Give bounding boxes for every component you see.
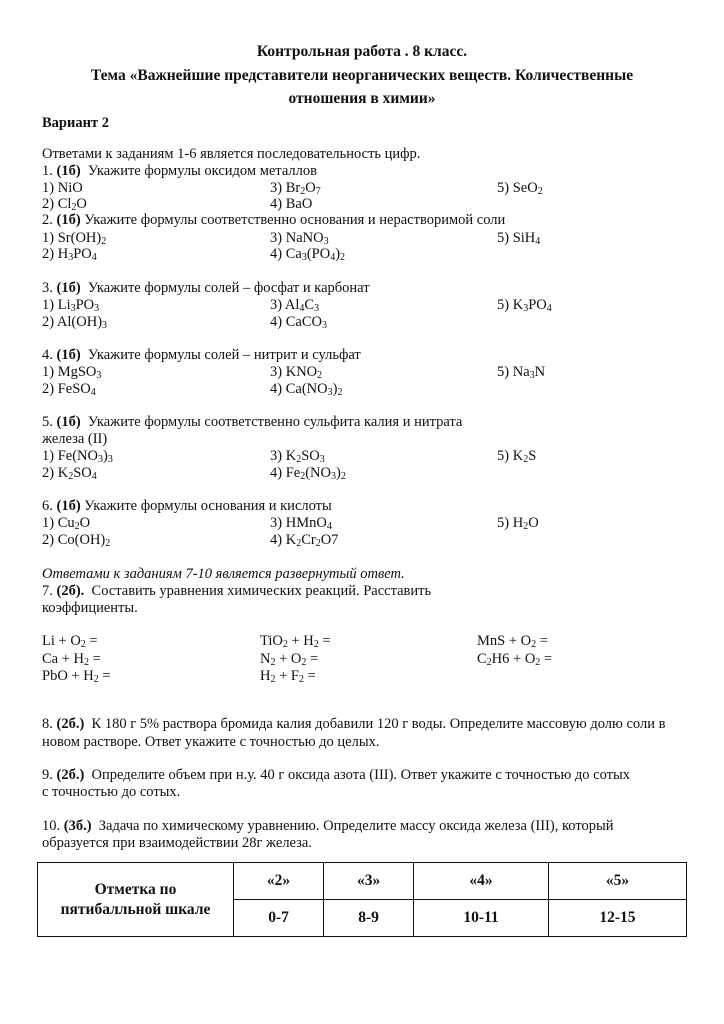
q1-option-2: 2) $Cl_2O$: [42, 196, 87, 213]
q5-option-4: 4) $Fe_2(NO_3)_2$: [270, 465, 346, 482]
question-3: 3. (1б) Укажите формулы солей – фосфат и карбонат: [42, 280, 370, 296]
question-10: 10. (3б.) Задача по химическому уравнению. Определите массу оксида железа (III), который: [42, 818, 614, 834]
q4-option-2: 2) FeSO$_4$: [42, 381, 96, 398]
q3-option-1: 1) $Li_3PO_3$: [42, 297, 100, 314]
grade-table: [37, 862, 687, 937]
header-topic-line2: отношения в химии»: [288, 90, 436, 107]
q1-option-4: 4) BaO: [270, 196, 313, 212]
question-9: 9. (2б.) Определите объем при н.у. 40 г оксида азота (III). Ответ укажите с точностью до сотых: [42, 767, 630, 783]
eq-c2h6-o2: $C_2H6 + O_2$ =: [477, 651, 553, 668]
question-5-cont: железа (II): [42, 431, 108, 447]
eq-mns-o2: MnS + $O_2$ =: [477, 633, 548, 650]
q2-option-4: 4) $Ca_3(PO_4)_2$: [270, 246, 346, 263]
q2-option-2: 2) $H_3PO_4$: [42, 246, 97, 263]
q3-option-5: 5) $K_3PO_4$: [497, 297, 552, 314]
grade-table-label: Отметка по пятибалльной шкале: [38, 863, 234, 937]
range-grade-2: 0-7: [234, 900, 324, 937]
question-1: 1. (1б) Укажите формулы оксидом металлов: [42, 163, 317, 179]
q6-option-3: 3) HMnO$_4$: [270, 515, 332, 532]
question-8-cont: новом растворе. Ответ укажите с точностью до целых.: [42, 734, 380, 750]
header-topic-line1: Тема «Важнейшие представители неорганических веществ. Количественные: [90, 67, 634, 84]
grade-5: «5»: [548, 863, 686, 900]
intro-text: Ответами к заданиям 1-6 является последовательность цифр.: [42, 146, 421, 162]
q5-option-1: 1) $Fe(NO_3)_3$: [42, 448, 113, 465]
q1-option-3: 3) $Br_2O_7$: [270, 180, 321, 197]
eq-ca-h2: $Ca + H_2$ =: [42, 651, 101, 668]
variant-label: Вариант 2: [42, 115, 109, 131]
range-grade-3: 8-9: [324, 900, 414, 937]
eq-h2-f2: $H_2 + F_2$ =: [260, 668, 316, 685]
q6-option-1: 1) $Cu_2O$: [42, 515, 91, 532]
q1-option-1: 1) NiO: [42, 180, 83, 196]
q2-option-5: 5) SiH$_4$: [497, 230, 541, 247]
question-5: 5. (1б) Укажите формулы соответственно сульфита калия и нитрата: [42, 414, 463, 430]
q3-option-4: 4) CaCO$_3$: [270, 314, 327, 331]
question-7: 7. (2б). Составить уравнения химических реакций. Расставить: [42, 583, 432, 599]
q5-option-2: 2) $K_2SO_4$: [42, 465, 97, 482]
question-9-cont: с точностью до сотых.: [42, 784, 181, 800]
q6-option-2: 2) $Co(OH)_2$: [42, 532, 111, 549]
q4-option-4: 4) $Ca(NO_3)_2$: [270, 381, 343, 398]
range-grade-4: 10-11: [414, 900, 549, 937]
question-6: 6. (1б) Укажите формулы основания и кислоты: [42, 498, 332, 514]
eq-tio2-h2: $TiO_2 + H_2$ =: [260, 633, 331, 650]
question-8: 8. (2б.) К 180 г 5% раствора бромида калия добавили 120 г воды. Определите массовую долю соли в: [42, 716, 666, 732]
q5-option-3: 3) $K_2SO_3$: [270, 448, 325, 465]
grade-4: «4»: [414, 863, 549, 900]
q3-option-2: 2) $Al(OH)_3$: [42, 314, 108, 331]
question-10-cont: образуется при взаимодействии 28г железа.: [42, 835, 312, 851]
grade-2: «2»: [234, 863, 324, 900]
grade-3: «3»: [324, 863, 414, 900]
intro2-text: Ответами к заданиям 7-10 является развернутый ответ.: [42, 566, 405, 582]
q5-option-5: 5) $K_2S$: [497, 448, 537, 465]
eq-pbo-h2: PbO + $H_2$ =: [42, 668, 111, 685]
q6-option-5: 5) $H_2O$: [497, 515, 539, 532]
q2-option-3: 3) NaNO$_3$: [270, 230, 329, 247]
range-grade-5: 12-15: [548, 900, 686, 937]
header-title: Контрольная работа . 8 класс.: [256, 43, 468, 60]
question-2: 2. (1б) Укажите формулы соответственно основания и нерастворимой соли: [42, 212, 506, 228]
eq-li-o2: $Li + O_2$ =: [42, 633, 98, 650]
q4-option-5: 5) $Na_3N$: [497, 364, 546, 381]
eq-n2-o2: $N_2 + O_2$ =: [260, 651, 319, 668]
q4-option-1: 1) MgSO$_3$: [42, 364, 102, 381]
q2-option-1: 1) $Sr(OH)_2$: [42, 230, 107, 247]
q6-option-4: 4) $K_2Cr_2O7$: [270, 532, 339, 549]
q1-option-5: 5) SeO$_2$: [497, 180, 543, 197]
question-4: 4. (1б) Укажите формулы солей – нитрит и сульфат: [42, 347, 361, 363]
question-7-cont: коэффициенты.: [42, 600, 138, 616]
q4-option-3: 3) $KNO_2$: [270, 364, 323, 381]
q3-option-3: 3) $Al_4C_3$: [270, 297, 320, 314]
